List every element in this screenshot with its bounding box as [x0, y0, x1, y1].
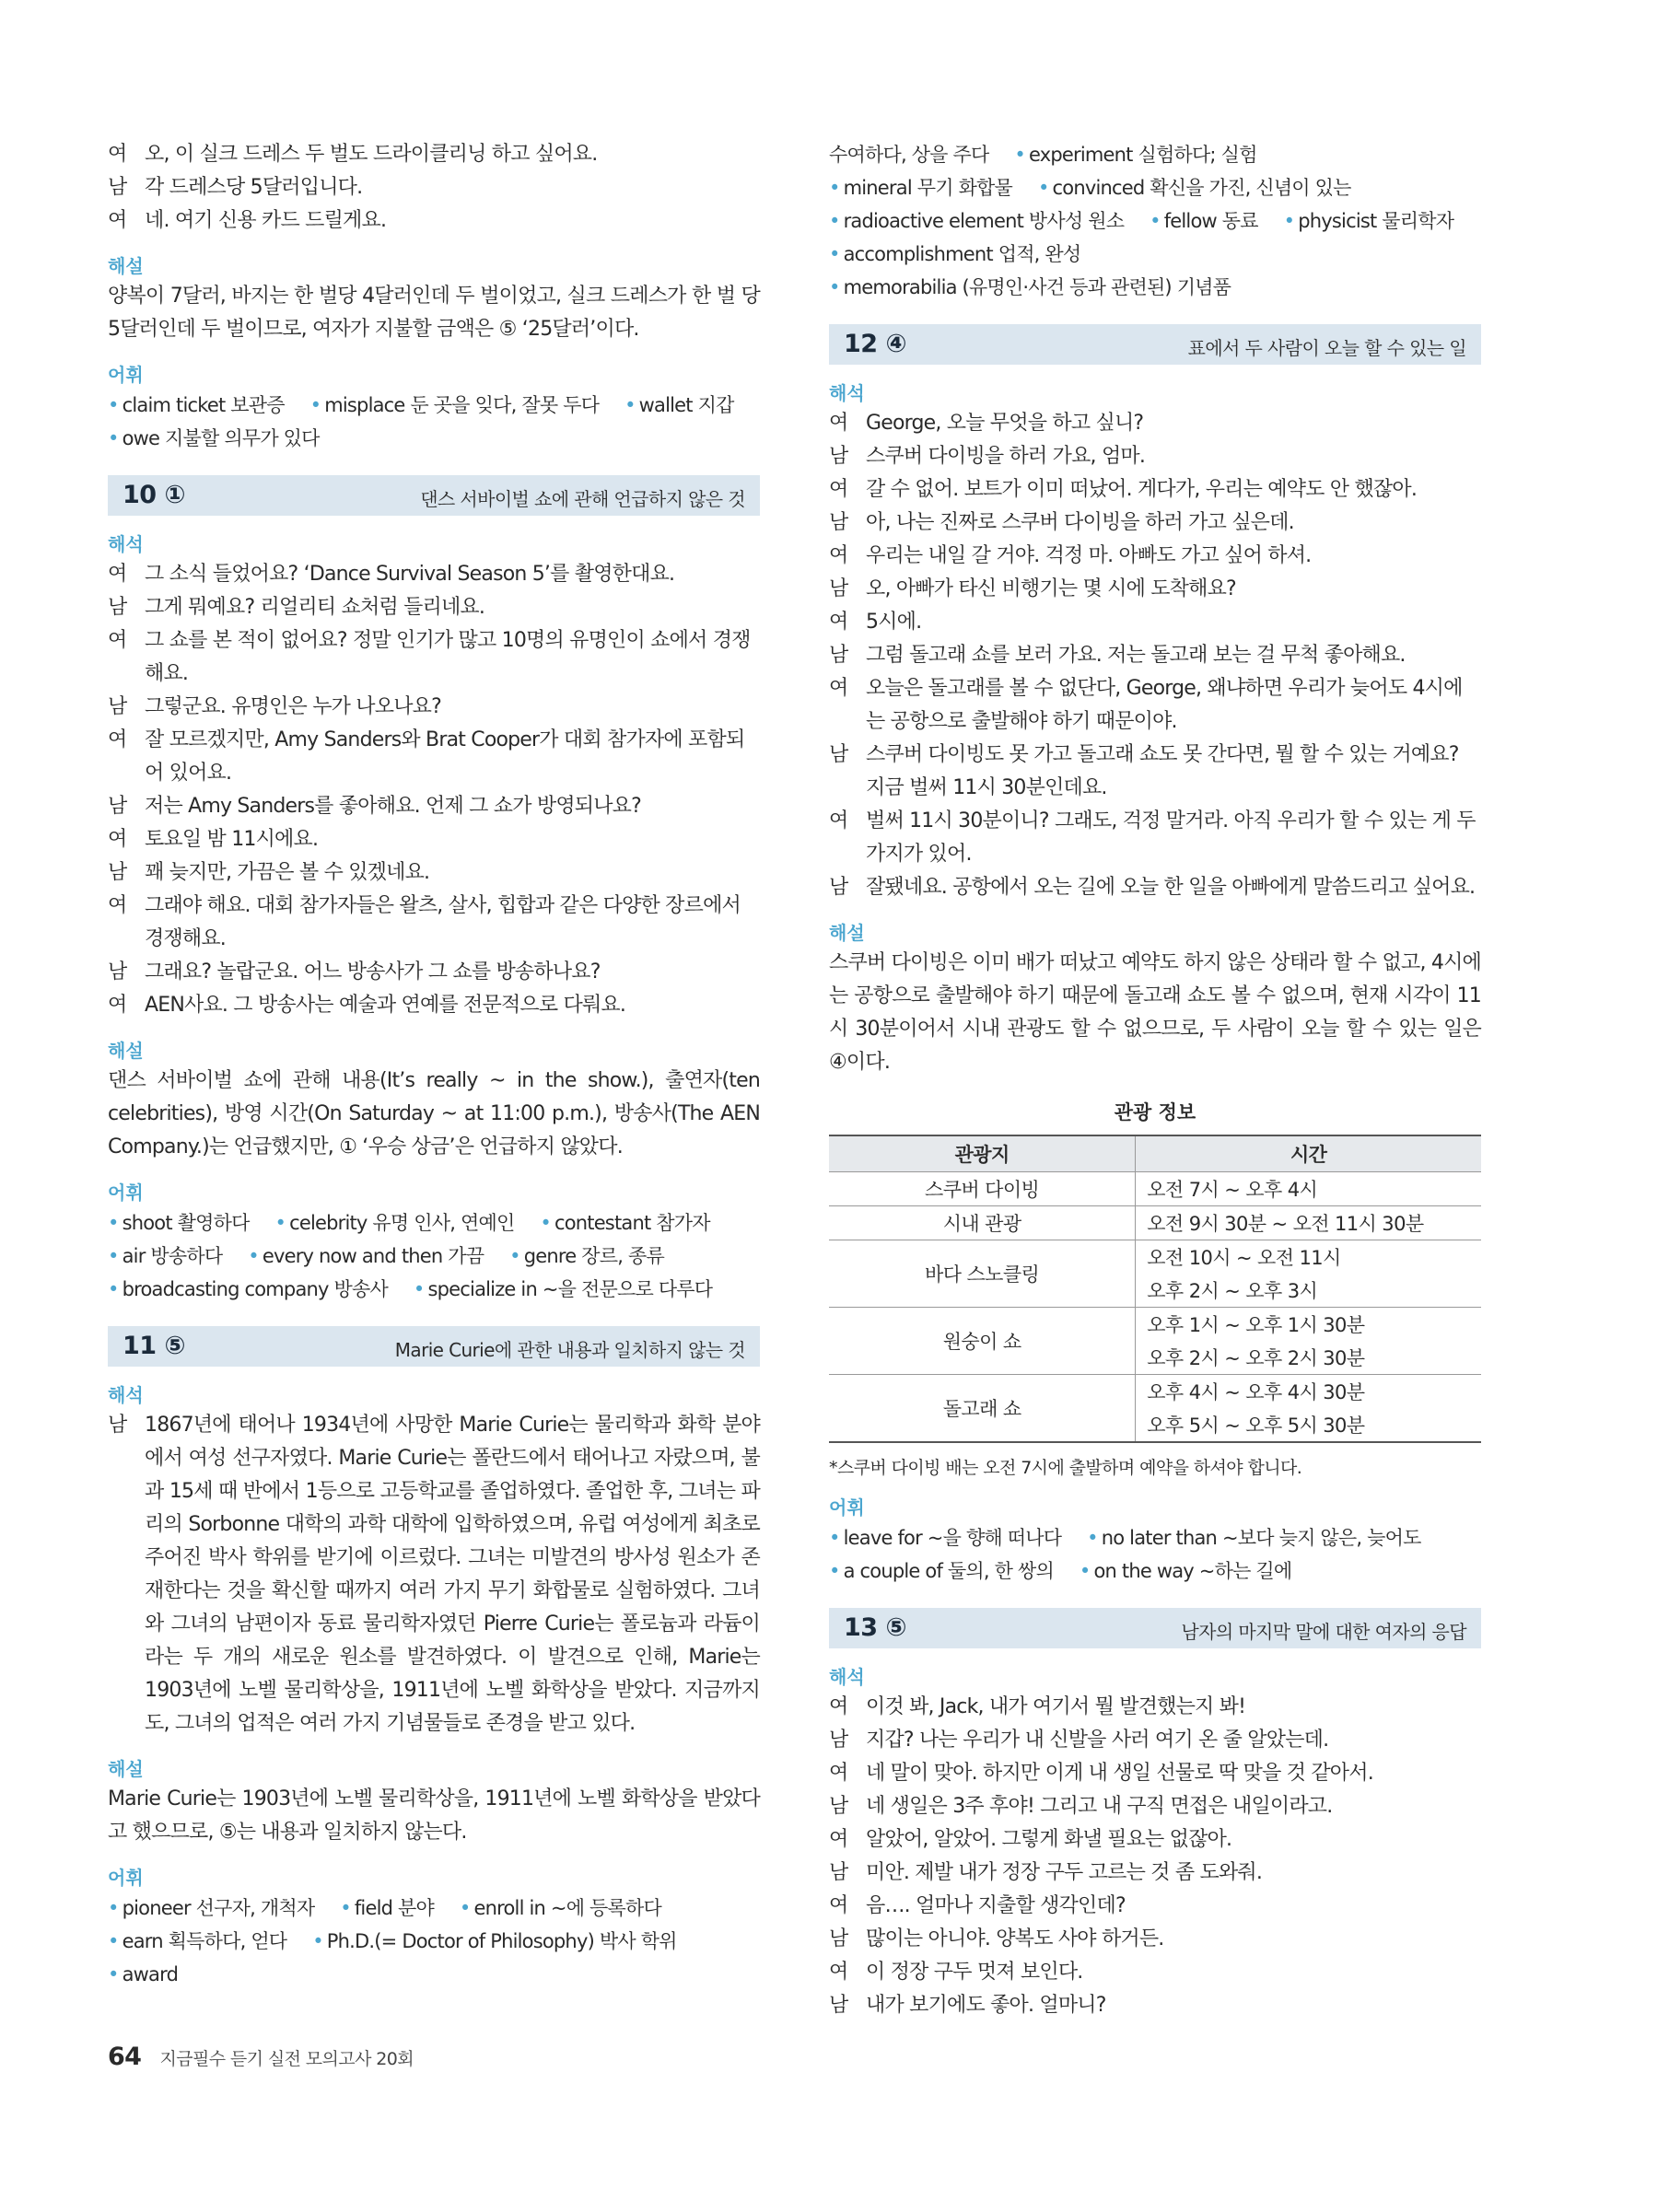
place-cell: 원숭이 쇼	[829, 1308, 1136, 1375]
time-cell: 오후 1시 ~ 오후 1시 30분	[1147, 1314, 1365, 1336]
dialogue-line: 남 많이는 아니야. 양복도 사야 하거든.	[829, 1927, 1164, 1950]
dialogue-line: 남 꽤 늦지만, 가끔은 볼 수 있겠네요.	[108, 861, 430, 884]
table-note: *스쿠버 다이빙 배는 오전 7시에 출발하며 예약을 하셔야 합니다.	[829, 1458, 1302, 1478]
right-column	[829, 138, 1481, 2022]
place-cell: 돌고래 쇼	[829, 1375, 1136, 1443]
dialogue-line: 여 5시에.	[829, 611, 922, 634]
dialogue-line: 여 George, 오늘 무엇을 하고 싶니?	[829, 412, 1144, 435]
table-caption: 관광 정보	[1114, 1101, 1196, 1123]
dialogue-line: 여 이 정장 구두 멋져 보인다.	[829, 1961, 1083, 1984]
dialogue-line: 여 그 소식 들었어요? ‘Dance Survival Season 5’를 촬영한대요.	[108, 563, 675, 586]
time-cell: 오후 4시 ~ 오후 4시 30분	[1147, 1381, 1365, 1403]
vocab-label: 어휘	[108, 364, 144, 386]
vocab-list: • leave for ~을 향해 떠나다 • no later than ~보다 늦지 않은, 늦어도 • a couple of 둘의, 한 쌍의 • on the way ~하는 길에	[829, 1527, 1421, 1582]
dialogue-line: 남 그래요? 놀랍군요. 어느 방송사가 그 쇼를 방송하나요?	[108, 960, 601, 984]
dialogue-line: 남 네 생일은 3주 후야! 그리고 내 구직 면접은 내일이라고.	[829, 1795, 1333, 1818]
time-cell: 오후 2시 ~ 오후 3시	[1136, 1274, 1481, 1308]
dialogue-line: 여 이것 봐, Jack, 내가 여기서 뭘 발견했는지 봐!	[829, 1695, 1246, 1718]
explain-text: 댄스 서바이벌 쇼에 관해 내용(It’s really ~ in the show.), 출연자(ten celebrities), 방영 시간(On Saturday ~ at 11:00 p.m.), 방송사(The AEN Company.)는 언급했지만, ① ‘우승 상금’은 언급하지 않았다.	[108, 1069, 760, 1158]
dialogue-line: 여 알았어, 알았어. 그렇게 화낼 필요는 없잖아.	[829, 1828, 1232, 1851]
table-row	[829, 1240, 1481, 1275]
dialogue-line: 여 네 말이 맞아. 하지만 이게 내 생일 선물로 딱 맞을 것 같아서.	[829, 1762, 1373, 1785]
monologue: 남 1867년에 태어나 1934년에 사망한 Marie Curie는 물리학과 화학 분야에서 여성 선구자였다. Marie Curie는 폴란드에서 태어나고 자랐으며, 불과 15세 때 반에서 1등으로 고등학교를 졸업하였다. 졸업한 후, 그녀는 파리의 Sorbonne 대학의 과학 대학에 입학하였으며, 유럽 여성에게 최초로 주어진 박사 학위를 받기에 이르렀다. 그녀는 미발견의 방사성 원소가 존재한다는 것을 확신할 때까지 여러 가지 무기 화합물로 실험하였다. 그녀와 그녀의 남편이자 동료 물리학자였던 Pierre Curie는 폴로늄과 라듐이라는 두 개의 새로운 원소를 발견하였다. 이 발견으로 인해, Marie는 1903년에 노벨 물리학상을, 1911년에 노벨 화학상을 받았다. 지금까지도, 그녀의 업적은 여러 가지 기념물들로 존경을 받고 있다.	[108, 1414, 760, 1735]
dialogue-line: 남 각 드레스당 5달러입니다.	[108, 176, 363, 199]
question-number: 13 ⑤	[844, 1613, 906, 1642]
column-header: 관광지	[829, 1135, 1136, 1172]
dialogue-line: 남 미안. 제발 내가 정장 구두 고르는 것 좀 도와줘.	[829, 1861, 1263, 1884]
time-cell: 오후 2시 ~ 오후 2시 30분	[1136, 1341, 1481, 1375]
dialogue-line: 남 오, 아빠가 타신 비행기는 몇 시에 도착해요?	[829, 577, 1236, 600]
dialogue-line: 여 음…. 얼마나 지출할 생각인데?	[829, 1894, 1126, 1917]
dialogue-line: 여 잘 모르겠지만, Amy Sanders와 Brat Cooper가 대회 참가자에 포함되어 있어요.	[108, 728, 745, 785]
dialogue-line: 여 오, 이 실크 드레스 두 벌도 드라이클리닝 하고 싶어요.	[108, 143, 598, 166]
top-dialogue	[108, 138, 760, 238]
explain-label: 해설	[108, 1758, 144, 1780]
table-row	[829, 1308, 1481, 1342]
translation-label: 해석	[829, 382, 865, 404]
question-number: 10 ①	[123, 481, 185, 509]
question-number: 12 ④	[844, 330, 906, 358]
dialogue-line: 남 내가 보기에도 좋아. 얼마니?	[829, 1994, 1106, 2017]
time-cell: 오후 5시 ~ 오후 5시 30분	[1136, 1408, 1481, 1442]
vocab-label: 어휘	[829, 1496, 865, 1519]
dialogue-line: 남 그렇군요. 유명인은 누가 나오나요?	[108, 695, 441, 718]
dialogue-line: 남 그게 뭐예요? 리얼리티 쇼처럼 들리네요.	[108, 596, 485, 619]
dialogue-line: 남 저는 Amy Sanders를 좋아해요. 언제 그 쇼가 방영되나요?	[108, 795, 642, 818]
explain-label: 해설	[108, 255, 144, 277]
question-topic: 댄스 서바이벌 쇼에 관해 언급하지 않은 것	[420, 488, 745, 510]
vocab-label: 어휘	[108, 1867, 144, 1889]
time-cell: 오전 9시 30분 ~ 오전 11시 30분	[1136, 1206, 1481, 1240]
place-cell: 스쿠버 다이빙	[829, 1172, 1136, 1206]
explain-text: 양복이 7달러, 바지는 한 벌당 4달러인데 두 벌이었고, 실크 드레스가 한 벌 당 5달러인데 두 벌이므로, 여자가 지불할 금액은 ⑤ ‘25달러’이다.	[108, 285, 760, 341]
table-header-row	[829, 1135, 1481, 1172]
table-row	[829, 1375, 1481, 1409]
explain-text: Marie Curie는 1903년에 노벨 물리학상을, 1911년에 노벨 화학상을 받았다고 했으므로, ⑤는 내용과 일치하지 않는다.	[108, 1787, 760, 1844]
dialogue-line: 남 아, 나는 진짜로 스쿠버 다이빙을 하러 가고 싶은데.	[829, 511, 1294, 534]
dialogue-line: 남 지갑? 나는 우리가 내 신발을 사러 여기 온 줄 알았는데.	[829, 1729, 1329, 1752]
question-header-10	[108, 475, 760, 516]
dialogue-line: 남 잘됐네요. 공항에서 오는 길에 오늘 한 일을 아빠에게 말씀드리고 싶어요.	[829, 876, 1476, 899]
left-column	[108, 138, 760, 1991]
page-number: 64	[108, 2043, 142, 2071]
dialogue-line: 여 갈 수 없어. 보트가 이미 떠났어. 게다가, 우리는 예약도 안 했잖아.	[829, 478, 1418, 501]
vocab-list: • pioneer 선구자, 개척자 • field 분야 • enroll in ~에 등록하다 • earn 획득하다, 얻다 • Ph.D.(= Doctor of Philosophy) 박사 학위 • award	[108, 1897, 677, 1985]
table-row	[829, 1206, 1481, 1240]
question-topic: Marie Curie에 관한 내용과 일치하지 않는 것	[394, 1339, 745, 1361]
dialogue-line: 여 토요일 밤 11시에요.	[108, 828, 319, 851]
tour-info-table	[829, 1135, 1481, 1443]
dialogue-line: 여 그 쇼를 본 적이 없어요? 정말 인기가 많고 10명의 유명인이 쇼에서 경쟁해요.	[108, 629, 751, 685]
dialogue-line: 남 스쿠버 다이빙도 못 가고 돌고래 쇼도 못 간다면, 뭘 할 수 있는 거예요? 지금 벌써 11시 30분인데요.	[829, 743, 1459, 799]
dialogue-line: 남 스쿠버 다이빙을 하러 가요, 엄마.	[829, 445, 1146, 468]
column-header: 시간	[1136, 1135, 1481, 1172]
vocab-list-continued: 수여하다, 상을 주다 • experiment 실험하다; 실험 • mineral 무기 화합물 • convinced 확신을 가진, 신념이 있는 • radioactive element 방사성 원소 • fellow 동료 • physicist 물리학자 • accomplishment 업적, 완성 • memorabilia (유명인·사건 등과 관련된) 기념품	[829, 144, 1454, 298]
place-cell: 시내 관광	[829, 1206, 1136, 1240]
explain-label: 해설	[108, 1040, 144, 1062]
time-cell: 오전 10시 ~ 오전 11시	[1147, 1247, 1341, 1269]
question-topic: 표에서 두 사람이 오늘 할 수 있는 일	[1187, 337, 1466, 359]
dialogue-line: 여 네. 여기 신용 카드 드릴게요.	[108, 209, 387, 232]
dialogue-line: 남 그럼 돌고래 쇼를 보러 가요. 저는 돌고래 보는 걸 무척 좋아해요.	[829, 644, 1406, 667]
q10-dialogue	[108, 558, 760, 1022]
vocab-list: • claim ticket 보관증 • misplace 둔 곳을 잊다, 잘못 두다 • wallet 지갑 • owe 지불할 의무가 있다	[108, 394, 734, 449]
dialogue-line: 여 우리는 내일 갈 거야. 걱정 마. 아빠도 가고 싶어 하셔.	[829, 544, 1312, 567]
explain-text: 스쿠버 다이빙은 이미 배가 떠났고 예약도 하지 않은 상태라 할 수 없고, 4시에는 공항으로 출발해야 하기 때문에 돌고래 쇼도 볼 수 없으며, 현재 시각이 11시 30분이어서 시내 관광도 할 수 없으므로, 두 사람이 오늘 할 수 있는 일은 ④이다.	[829, 951, 1481, 1074]
question-number: 11 ⑤	[123, 1332, 185, 1360]
q12-dialogue	[829, 407, 1481, 904]
book-title: 지금필수 듣기 실전 모의고사 20회	[159, 2049, 414, 2069]
q13-dialogue	[829, 1691, 1481, 2022]
translation-label: 해석	[829, 1666, 865, 1688]
dialogue-line: 여 오늘은 돌고래를 볼 수 없단다, George, 왜냐하면 우리가 늦어도 4시에는 공항으로 출발해야 하기 때문이야.	[829, 677, 1463, 733]
dialogue-line: 여 벌써 11시 30분이니? 그래도, 걱정 말거라. 아직 우리가 할 수 있는 게 두 가지가 있어.	[829, 809, 1476, 866]
translation-label: 해석	[108, 1384, 144, 1406]
vocab-list: • shoot 촬영하다 • celebrity 유명 인사, 연예인 • contestant 참가자 • air 방송하다 • every now and then 가끔 • genre 장르, 종류 • broadcasting company 방송사 • specialize in ~을 전문으로 다루다	[108, 1212, 713, 1300]
vocab-label: 어휘	[108, 1182, 144, 1204]
question-topic: 남자의 마지막 말에 대한 여자의 응답	[1181, 1621, 1466, 1643]
dialogue-line: 여 AEN사요. 그 방송사는 예술과 연예를 전문적으로 다뤄요.	[108, 994, 626, 1017]
place-cell: 바다 스노클링	[829, 1240, 1136, 1308]
dialogue-line: 여 그래야 해요. 대회 참가자들은 왈츠, 살사, 힙합과 같은 다양한 장르에서 경쟁해요.	[108, 894, 741, 950]
translation-label: 해석	[108, 533, 144, 555]
question-header-13	[829, 1608, 1481, 1648]
table-row	[829, 1172, 1481, 1206]
page-footer	[108, 2043, 414, 2071]
explain-label: 해설	[829, 922, 865, 944]
time-cell: 오전 7시 ~ 오후 4시	[1136, 1172, 1481, 1206]
question-header-12	[829, 324, 1481, 365]
question-header-11	[108, 1326, 760, 1367]
